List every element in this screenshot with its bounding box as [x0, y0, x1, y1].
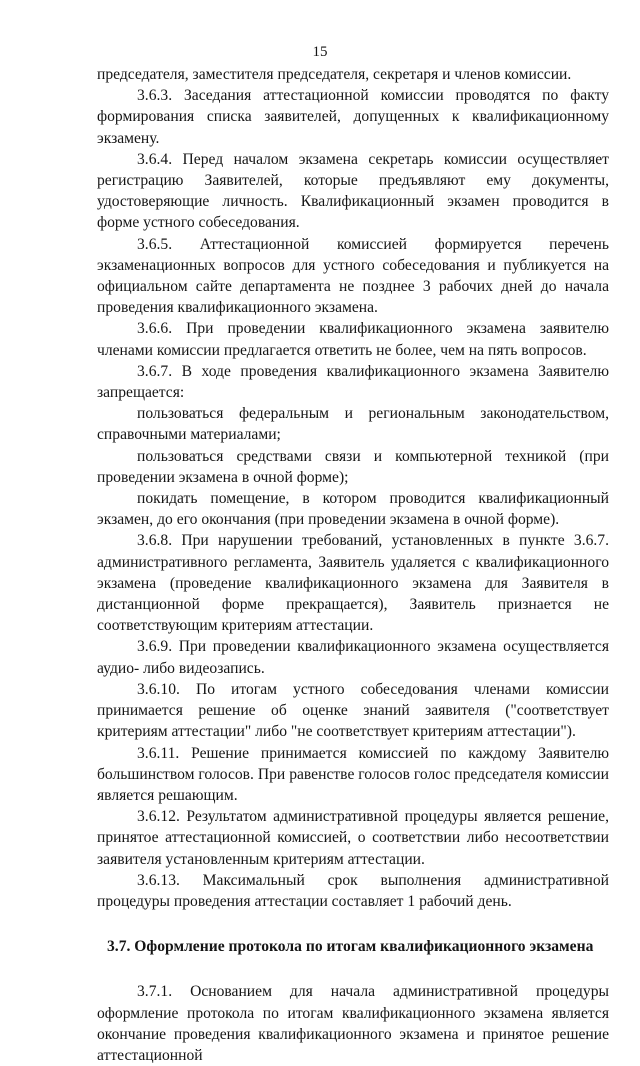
list-item: пользоваться средствами связи и компьютерной техникой (при проведении экзамена в очной форме); [97, 447, 609, 486]
paragraph: 3.6.3. Заседания аттестационной комиссии проводятся по факту формирования списка заявителей, допущенных к квалификационному экзамену. [97, 87, 609, 147]
paragraph: 3.6.13. Максимальный срок выполнения административной процедуры проведения аттестации составляет 1 рабочий день. [97, 871, 609, 910]
paragraph: 3.6.10. По итогам устного собеседования членами комиссии принимается решение об оценке знаний заявителя ("соответствует критериям аттестации" либо "не соответствует критериям аттестации"). [97, 680, 609, 741]
list-item: пользоваться федеральным и региональным законодательством, справочными материалами; [97, 405, 609, 444]
paragraph: 3.6.5. Аттестационной комиссией формируется перечень экзаменационных вопросов для устного собеседования и публикуется на официальном сайте департамента не позднее 3 рабочих дней до начала проведения квалификационного экзамена. [97, 235, 609, 317]
list-item: покидать помещение, в котором проводится квалификационный экзамен, до его окончания (при проведении экзамена в очной форме). [97, 490, 609, 529]
paragraph: 3.6.9. При проведении квалификационного экзамена осуществляется аудио- либо видеозапись. [97, 638, 609, 677]
paragraph: 3.6.12. Результатом административной процедуры является решение, принятое аттестационной комиссией, о соответствии либо несоответствии заявителя установленным критериям аттестации. [97, 808, 609, 868]
paragraph: 3.6.11. Решение принимается комиссией по каждому Заявителю большинством голосов. При равенстве голосов голос председателя комиссии является решающим. [97, 744, 609, 804]
document-body [97, 64, 609, 1066]
page-number: 15 [312, 44, 328, 60]
paragraph: 3.6.4. Перед началом экзамена секретарь комиссии осуществляет регистрацию Заявителей, которые предъявляют ему документы, удостоверяющие личность. Квалификационный экзамен проводится в форме устного собеседования. [97, 150, 609, 232]
paragraph: 3.7.1. Основанием для начала административной процедуры оформление протокола по итогам квалификационного экзамена является окончание проведения квалификационного экзамена и принятое решение аттестационной [97, 983, 609, 1064]
paragraph: 3.6.7. В ходе проведения квалификационного экзамена Заявителю запрещается: [97, 362, 609, 402]
section-heading: 3.7. Оформление протокола по итогам квалификационного экзамена [107, 938, 594, 956]
paragraph: 3.6.8. При нарушении требований, установленных в пункте 3.6.7. административного регламента, Заявитель удаляется с квалификационного экзамена (проведение квалификационного экзамена для Заявителя в дистанционной форме прекращается), Заявитель признается не соответствующим критериям аттестации. [97, 532, 609, 635]
paragraph: 3.6.6. При проведении квалификационного экзамена заявителю членами комиссии предлагается ответить не более, чем на пять вопросов. [97, 320, 609, 359]
paragraph: председателя, заместителя председателя, секретаря и членов комиссии. [97, 66, 572, 83]
